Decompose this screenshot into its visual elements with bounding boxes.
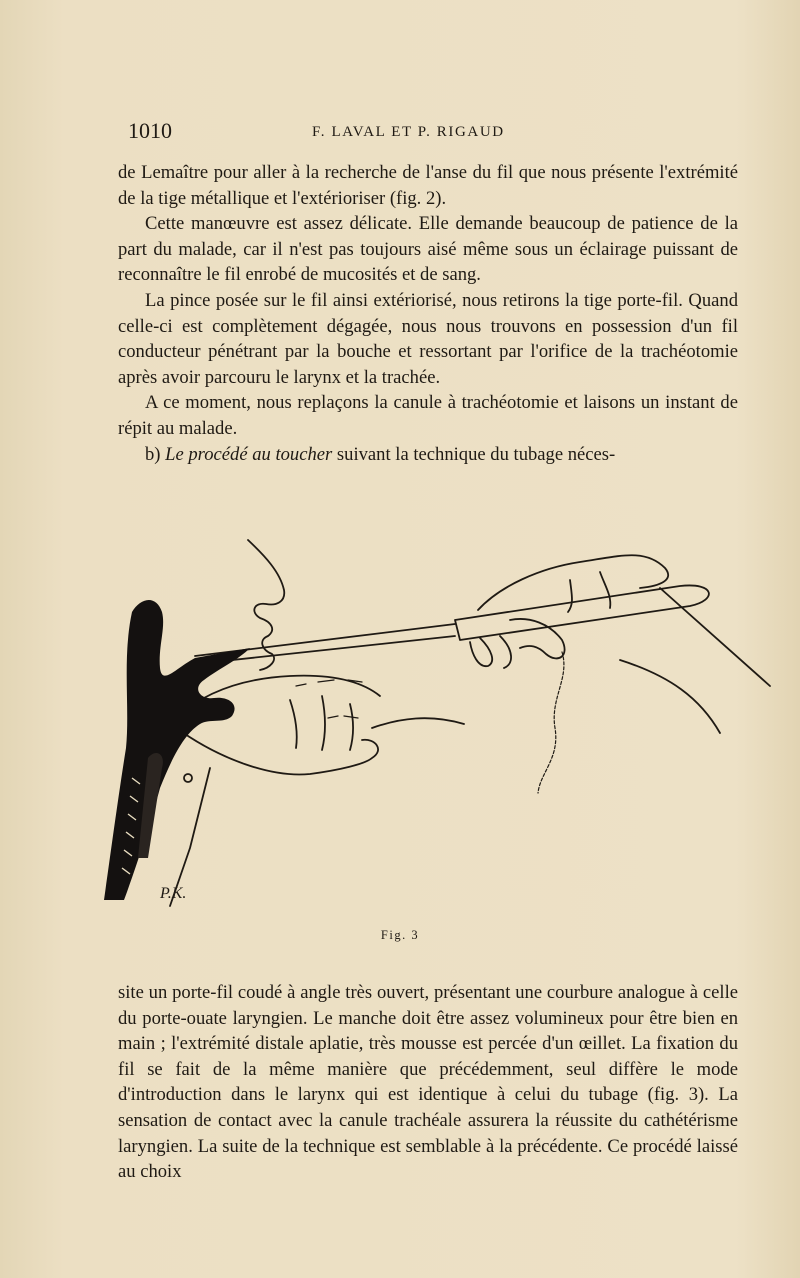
paragraph: A ce moment, nous replaçons la canule à trachéotomie et laisons un instant de répit au malade. [118,392,738,439]
section-text: suivant la technique du tubage néces- [332,443,616,465]
figure-caption: Fig. 3 [380,928,420,942]
upper-text-block [118,160,738,467]
lower-text-block [118,980,738,1185]
artist-signature: P.K. [160,885,187,902]
section-title: Le procédé au toucher [165,443,333,465]
laryngeal-procedure-drawing [100,528,780,913]
paragraph: de Lemaître pour aller à la recherche de l'anse du fil que nous présente l'extrémité de la tige métallique et l'extérioriser (fig. 2). [118,162,738,209]
paragraph: site un porte-fil coudé à angle très ouvert, présentant une courbure analogue à celle du porte-ouate laryngien. Le manche doit être assez volumineux pour être bien en main ; l'extrémité distale aplatie, très mousse est percée d'un œillet. La fixation du fil se fait de la même manière que précédemment, seul diffère le mode d'introduction dans le larynx qui est identique à celui du tubage (fig. 3). La sensation de contact avec la canule trachéale assurera la réussite du cathétérisme laryngien. La suite de la technique est semblable à la précédente. Ce procédé laissé au choix [118,982,738,1183]
figure-3-illustration [100,528,780,913]
paragraph-section-b [118,442,738,468]
paragraph: La pince posée sur le fil ainsi extériorisé, nous retirons la tige porte-fil. Quand celle-ci est complètement dégagée, nous nous trouvons en possession d'un fil conducteur pénétrant par la bouche et ressortant par l'orifice de la trachéotomie après avoir parcouru le larynx et la trachée. [118,289,738,388]
running-header [128,118,738,148]
page-number: 1010 [128,118,172,143]
running-title: F. LAVAL ET P. RIGAUD [312,124,505,140]
paragraph: Cette manœuvre est assez délicate. Elle demande beaucoup de patience de la part du malade, car il n'est pas toujours aisé même sous un éclairage puissant de reconnaître le fil enrobé de mucosités et de sang. [118,213,738,286]
section-marker: b) [145,443,166,465]
